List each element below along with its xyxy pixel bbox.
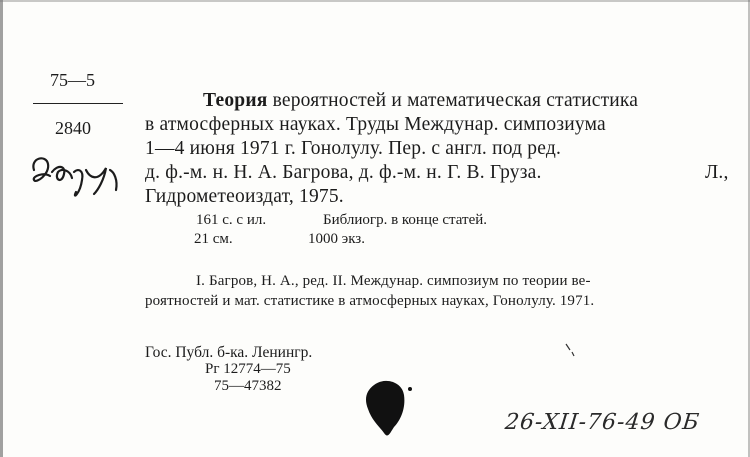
stray-mark — [560, 340, 580, 360]
entry-title-lead: Теория — [203, 90, 268, 111]
physical-bibliography: Библиогр. в конце статей. — [323, 212, 488, 228]
library-record-1: Рг 12774—75 — [205, 361, 291, 377]
tracings-line-1: I. Багров, Н. А., ред. II. Междунар. симпозиум по теории ве- — [196, 273, 591, 289]
entry-line-5: Гидрометеоиздат, 1975. — [145, 186, 344, 207]
physical-size: 21 см. — [194, 231, 233, 247]
entry-line-4-city: Л., — [705, 162, 729, 183]
shelf-mark-top: 75—5 — [50, 70, 95, 90]
physical-pages: 161 с. с ил. — [196, 212, 267, 228]
library-record-2: 75—47382 — [214, 378, 282, 394]
tracings-line-2: роятностей и мат. статистике в атмосферных науках, Гонолулу. 1971. — [145, 293, 595, 309]
entry-line-1-rest: вероятностей и математическая статистика — [272, 90, 639, 111]
library-name: Гос. Публ. б-ка. Ленингр. — [145, 344, 313, 361]
physical-copies: 1000 экз. — [308, 231, 365, 247]
shelf-mark-bottom: 2840 — [55, 118, 91, 138]
handwritten-date-note: 26-XII-76-49 ОБ — [503, 410, 702, 435]
ink-blot — [358, 375, 418, 445]
entry-line-2: в атмосферных науках. Труды Междунар. симпозиума — [145, 114, 606, 135]
shelf-mark-divider — [33, 103, 123, 104]
entry-line-3: 1—4 июня 1971 г. Гонолулу. Пер. с англ. под ред. — [145, 138, 562, 159]
card-left-edge — [0, 0, 3, 457]
card-top-edge — [0, 0, 750, 2]
entry-line-4: д. ф.-м. н. Н. А. Багрова, д. ф.-м. н. Г. В. Груза. — [145, 162, 542, 183]
handwritten-shelf-signature — [28, 150, 138, 210]
entry-line-1 — [203, 90, 638, 112]
